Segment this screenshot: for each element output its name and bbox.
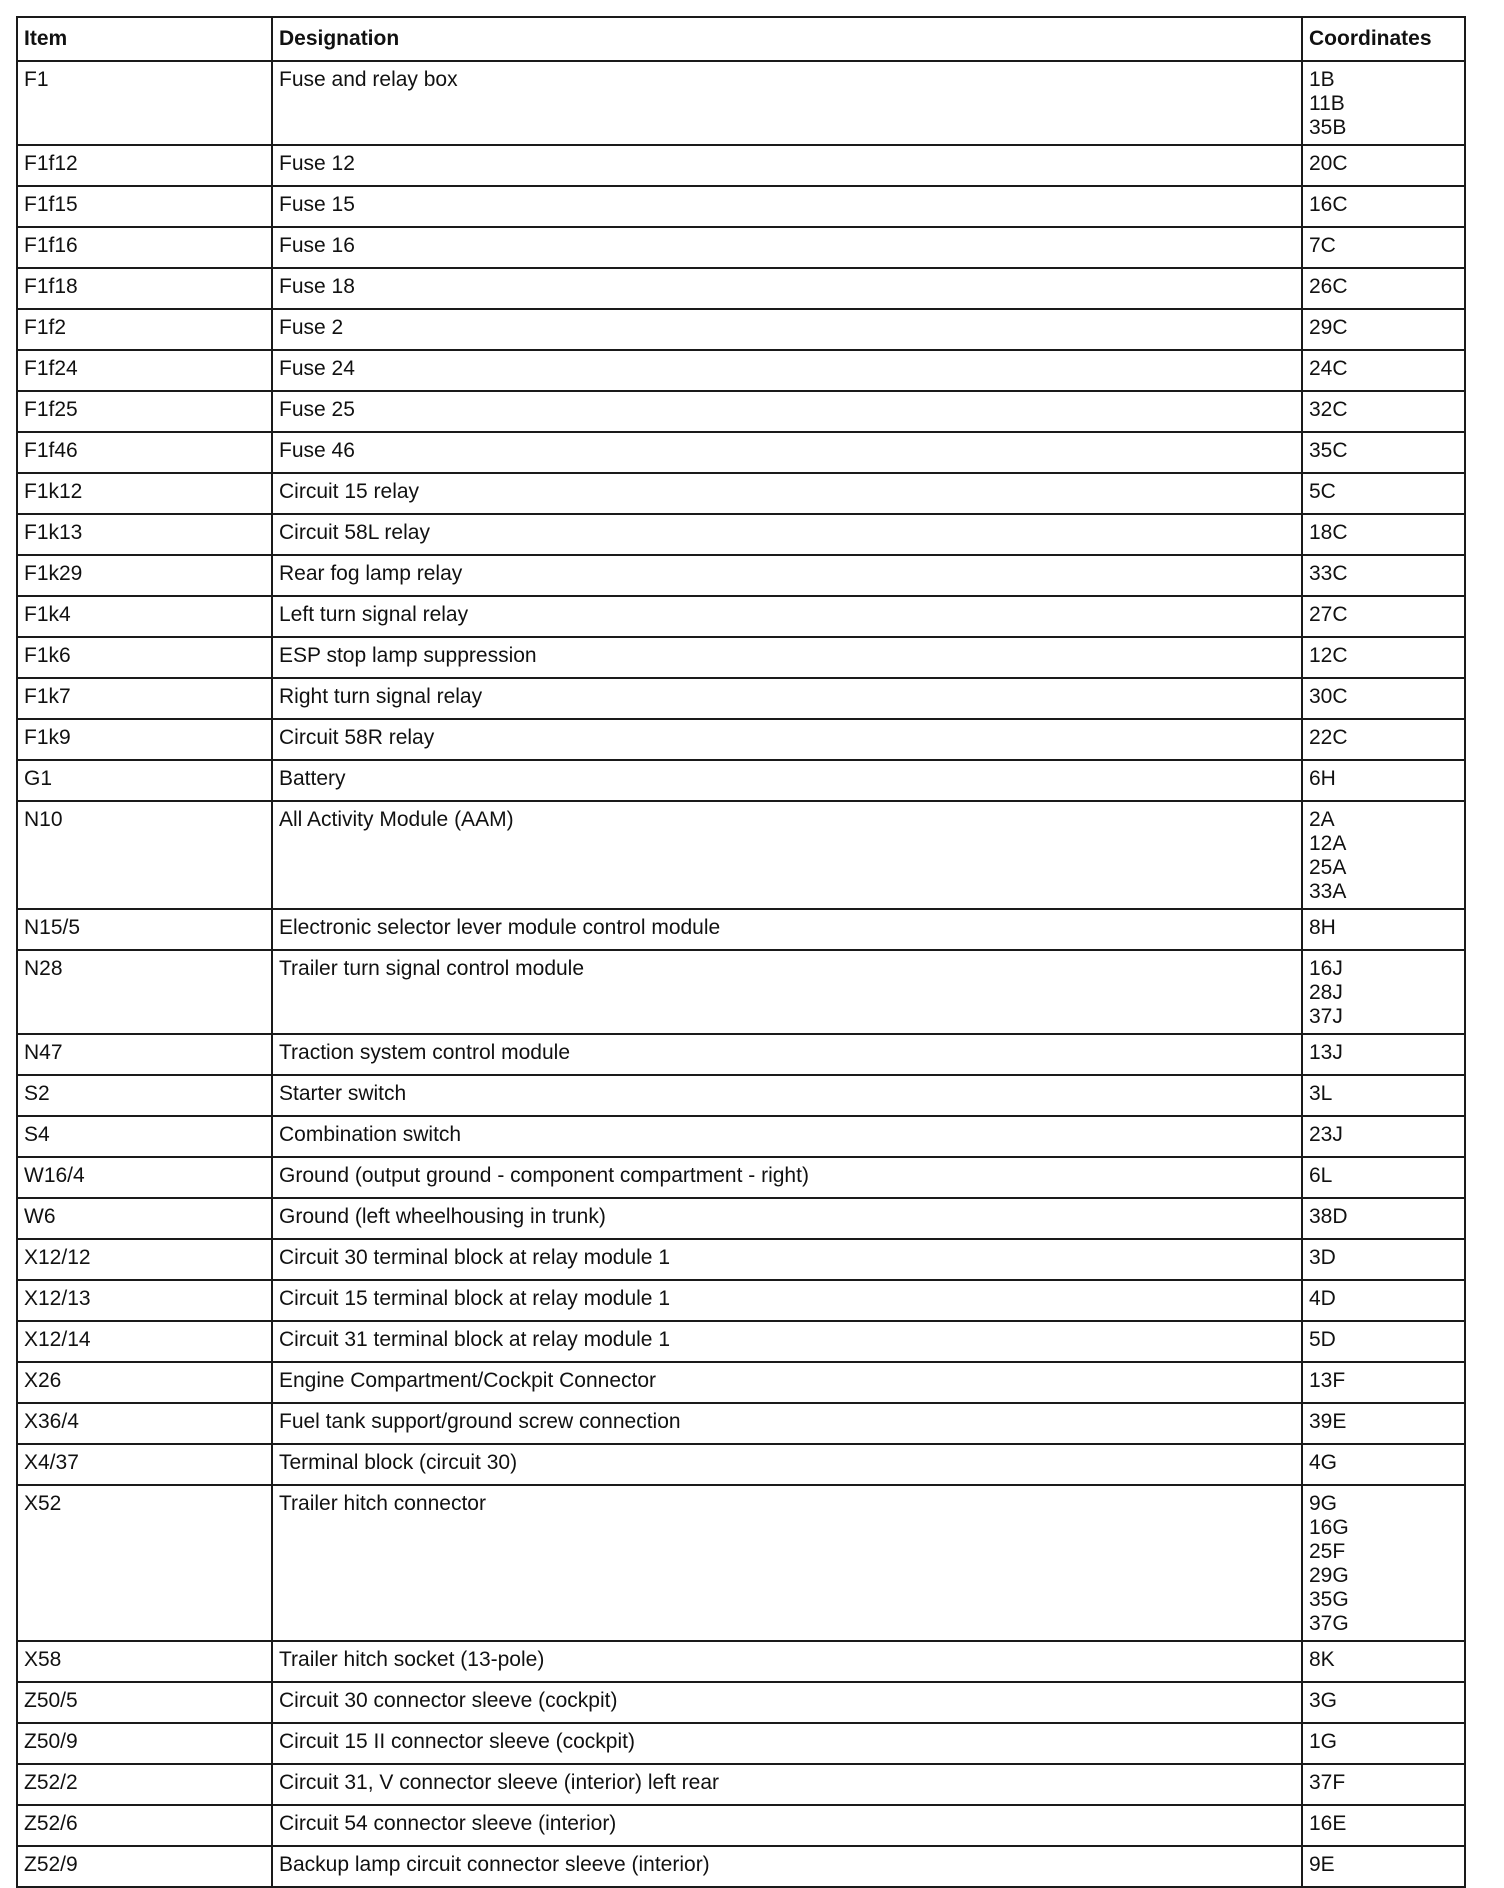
table-row [17,1682,1465,1723]
coordinates-cell [1302,1682,1465,1723]
coordinate-value: 24C [1309,357,1348,380]
designation-cell: Circuit 30 terminal block at relay module 1 [272,1239,1302,1280]
coordinate-value: 25A [1309,856,1347,879]
item-cell: Z52/2 [17,1764,272,1805]
coordinate-value: 39E [1309,1410,1347,1433]
table-row [17,950,1465,1034]
item-cell: F1f24 [17,350,272,391]
coordinate-value: 22C [1309,726,1348,749]
header-coordinates: Coordinates [1302,17,1465,61]
coordinates-cell [1302,1321,1465,1362]
coordinates-cell [1302,61,1465,145]
item-cell: X58 [17,1641,272,1682]
coordinate-value: 16G [1309,1516,1349,1539]
designation-cell: Battery [272,760,1302,801]
coordinates-cell [1302,1723,1465,1764]
component-legend-sheet [16,16,1464,1888]
coordinates-cell [1302,909,1465,950]
item-cell: Z52/6 [17,1805,272,1846]
coordinates-cell [1302,145,1465,186]
table-row [17,678,1465,719]
table-row [17,432,1465,473]
table-row [17,391,1465,432]
item-cell: F1k13 [17,514,272,555]
coordinates-cell [1302,1764,1465,1805]
coordinate-value: 23J [1309,1123,1343,1146]
coordinates-cell [1302,1198,1465,1239]
coordinates-cell [1302,801,1465,909]
coordinates-cell [1302,1239,1465,1280]
coordinate-value: 9E [1309,1853,1335,1876]
coordinates-cell [1302,186,1465,227]
table-row [17,473,1465,514]
item-cell: X12/12 [17,1239,272,1280]
coordinates-cell [1302,555,1465,596]
coordinate-value: 35C [1309,439,1348,462]
coordinates-cell [1302,1805,1465,1846]
item-cell: X12/13 [17,1280,272,1321]
item-cell: S4 [17,1116,272,1157]
coordinate-value: 8H [1309,916,1336,939]
designation-cell: Trailer turn signal control module [272,950,1302,1034]
item-cell: N15/5 [17,909,272,950]
coordinate-value: 33C [1309,562,1348,585]
coordinate-value: 11B [1309,92,1345,115]
coordinate-value: 16C [1309,193,1348,216]
table-row [17,1723,1465,1764]
item-cell: F1k12 [17,473,272,514]
coordinates-cell [1302,227,1465,268]
coordinate-value: 5C [1309,480,1336,503]
table-header-row [17,17,1465,61]
designation-cell: Fuse 2 [272,309,1302,350]
coordinates-cell [1302,1641,1465,1682]
designation-cell: Trailer hitch socket (13-pole) [272,1641,1302,1682]
coordinate-value: 16J [1309,957,1343,980]
table-row [17,268,1465,309]
table-row [17,227,1465,268]
coordinates-cell [1302,350,1465,391]
coordinate-value: 3L [1309,1082,1333,1105]
coordinate-value: 3D [1309,1246,1336,1269]
designation-cell: Trailer hitch connector [272,1485,1302,1641]
designation-cell: Backup lamp circuit connector sleeve (interior) [272,1846,1302,1887]
coordinate-value: 9G [1309,1492,1338,1515]
item-cell: F1k29 [17,555,272,596]
designation-cell: Terminal block (circuit 30) [272,1444,1302,1485]
coordinates-cell [1302,760,1465,801]
coordinate-value: 6H [1309,767,1336,790]
designation-cell: Rear fog lamp relay [272,555,1302,596]
table-row [17,514,1465,555]
coordinate-value: 33A [1309,880,1347,903]
coordinate-value: 29G [1309,1564,1349,1587]
header-designation: Designation [272,17,1302,61]
item-cell: N10 [17,801,272,909]
item-cell: G1 [17,760,272,801]
table-row [17,1198,1465,1239]
coordinates-cell [1302,1075,1465,1116]
coordinates-cell [1302,1034,1465,1075]
coordinates-cell [1302,391,1465,432]
table-row [17,801,1465,909]
coordinate-value: 4G [1309,1451,1338,1474]
coordinates-cell [1302,1403,1465,1444]
coordinates-cell [1302,432,1465,473]
table-row [17,1280,1465,1321]
designation-cell: Fuse 24 [272,350,1302,391]
item-cell: F1f46 [17,432,272,473]
designation-cell: Starter switch [272,1075,1302,1116]
designation-cell: Fuse 16 [272,227,1302,268]
item-cell: F1f15 [17,186,272,227]
table-row [17,1157,1465,1198]
coordinate-value: 12C [1309,644,1348,667]
coordinates-cell [1302,637,1465,678]
table-row [17,145,1465,186]
coordinates-cell [1302,309,1465,350]
coordinate-value: 1G [1309,1730,1338,1753]
designation-cell: Fuse 15 [272,186,1302,227]
coordinate-value: 20C [1309,152,1348,175]
designation-cell: Circuit 15 II connector sleeve (cockpit) [272,1723,1302,1764]
designation-cell: Electronic selector lever module control module [272,909,1302,950]
designation-cell: Circuit 58R relay [272,719,1302,760]
item-cell: F1k9 [17,719,272,760]
table-row [17,1641,1465,1682]
item-cell: X36/4 [17,1403,272,1444]
coordinate-value: 37F [1309,1771,1346,1794]
designation-cell: Circuit 15 terminal block at relay module 1 [272,1280,1302,1321]
table-body [17,61,1465,1887]
coordinate-value: 5D [1309,1328,1336,1351]
table-row [17,309,1465,350]
designation-cell: Ground (left wheelhousing in trunk) [272,1198,1302,1239]
table-row [17,1846,1465,1887]
designation-cell: Right turn signal relay [272,678,1302,719]
table-row [17,1239,1465,1280]
coordinate-value: 29C [1309,316,1348,339]
coordinates-cell [1302,1485,1465,1641]
designation-cell: Ground (output ground - component compartment - right) [272,1157,1302,1198]
table-row [17,1116,1465,1157]
coordinate-value: 27C [1309,603,1348,626]
coordinate-value: 35B [1309,116,1347,139]
table-row [17,719,1465,760]
coordinate-value: 35G [1309,1588,1349,1611]
item-cell: F1f16 [17,227,272,268]
table-row [17,555,1465,596]
item-cell: W16/4 [17,1157,272,1198]
coordinates-cell [1302,1362,1465,1403]
coordinate-value: 32C [1309,398,1348,421]
designation-cell: Circuit 15 relay [272,473,1302,514]
coordinate-value: 6L [1309,1164,1333,1187]
coordinate-value: 38D [1309,1205,1348,1228]
designation-cell: Combination switch [272,1116,1302,1157]
coordinates-cell [1302,678,1465,719]
table-row [17,1805,1465,1846]
coordinate-value: 8K [1309,1648,1335,1671]
table-row [17,350,1465,391]
item-cell: F1k6 [17,637,272,678]
coordinates-cell [1302,950,1465,1034]
item-cell: Z52/9 [17,1846,272,1887]
item-cell: Z50/9 [17,1723,272,1764]
coordinate-value: 28J [1309,981,1343,1004]
item-cell: X12/14 [17,1321,272,1362]
coordinate-value: 30C [1309,685,1348,708]
item-cell: F1 [17,61,272,145]
item-cell: F1f2 [17,309,272,350]
designation-cell: Fuel tank support/ground screw connection [272,1403,1302,1444]
coordinates-cell [1302,1116,1465,1157]
designation-cell: Engine Compartment/Cockpit Connector [272,1362,1302,1403]
coordinate-value: 37J [1309,1005,1343,1028]
designation-cell: Fuse 18 [272,268,1302,309]
item-cell: X4/37 [17,1444,272,1485]
designation-cell: All Activity Module (AAM) [272,801,1302,909]
coordinates-cell [1302,1280,1465,1321]
designation-cell: Circuit 54 connector sleeve (interior) [272,1805,1302,1846]
coordinate-value: 4D [1309,1287,1336,1310]
coordinates-cell [1302,473,1465,514]
item-cell: F1f18 [17,268,272,309]
table-row [17,1764,1465,1805]
coordinate-value: 7C [1309,234,1336,257]
table-row [17,186,1465,227]
designation-cell: Circuit 30 connector sleeve (cockpit) [272,1682,1302,1723]
coordinate-value: 13J [1309,1041,1343,1064]
designation-cell: Fuse and relay box [272,61,1302,145]
item-cell: Z50/5 [17,1682,272,1723]
coordinate-value: 12A [1309,832,1347,855]
coordinate-value: 25F [1309,1540,1346,1563]
designation-cell: ESP stop lamp suppression [272,637,1302,678]
coordinate-value: 2A [1309,808,1335,831]
item-cell: F1k4 [17,596,272,637]
coordinate-value: 16E [1309,1812,1347,1835]
designation-cell: Fuse 25 [272,391,1302,432]
coordinate-value: 13F [1309,1369,1346,1392]
coordinates-cell [1302,596,1465,637]
coordinates-cell [1302,514,1465,555]
table-row [17,760,1465,801]
table-row [17,61,1465,145]
item-cell: X26 [17,1362,272,1403]
item-cell: F1f25 [17,391,272,432]
coordinate-value: 26C [1309,275,1348,298]
designation-cell: Fuse 12 [272,145,1302,186]
coordinates-cell [1302,268,1465,309]
coordinate-value: 3G [1309,1689,1338,1712]
table-row [17,1362,1465,1403]
item-cell: F1f12 [17,145,272,186]
designation-cell: Circuit 31, V connector sleeve (interior) left rear [272,1764,1302,1805]
coordinates-cell [1302,1444,1465,1485]
table-row [17,1034,1465,1075]
component-legend-table [16,16,1466,1888]
coordinate-value: 18C [1309,521,1348,544]
item-cell: N47 [17,1034,272,1075]
designation-cell: Traction system control module [272,1034,1302,1075]
table-row [17,596,1465,637]
designation-cell: Fuse 46 [272,432,1302,473]
table-row [17,909,1465,950]
item-cell: F1k7 [17,678,272,719]
coordinates-cell [1302,719,1465,760]
coordinate-value: 1B [1309,68,1335,91]
table-row [17,1321,1465,1362]
coordinates-cell [1302,1157,1465,1198]
item-cell: X52 [17,1485,272,1641]
item-cell: N28 [17,950,272,1034]
table-row [17,1075,1465,1116]
coordinates-cell [1302,1846,1465,1887]
table-row [17,637,1465,678]
table-row [17,1403,1465,1444]
table-row [17,1444,1465,1485]
table-row [17,1485,1465,1641]
designation-cell: Circuit 31 terminal block at relay module 1 [272,1321,1302,1362]
item-cell: S2 [17,1075,272,1116]
designation-cell: Left turn signal relay [272,596,1302,637]
designation-cell: Circuit 58L relay [272,514,1302,555]
coordinate-value: 37G [1309,1612,1349,1635]
item-cell: W6 [17,1198,272,1239]
header-item: Item [17,17,272,61]
